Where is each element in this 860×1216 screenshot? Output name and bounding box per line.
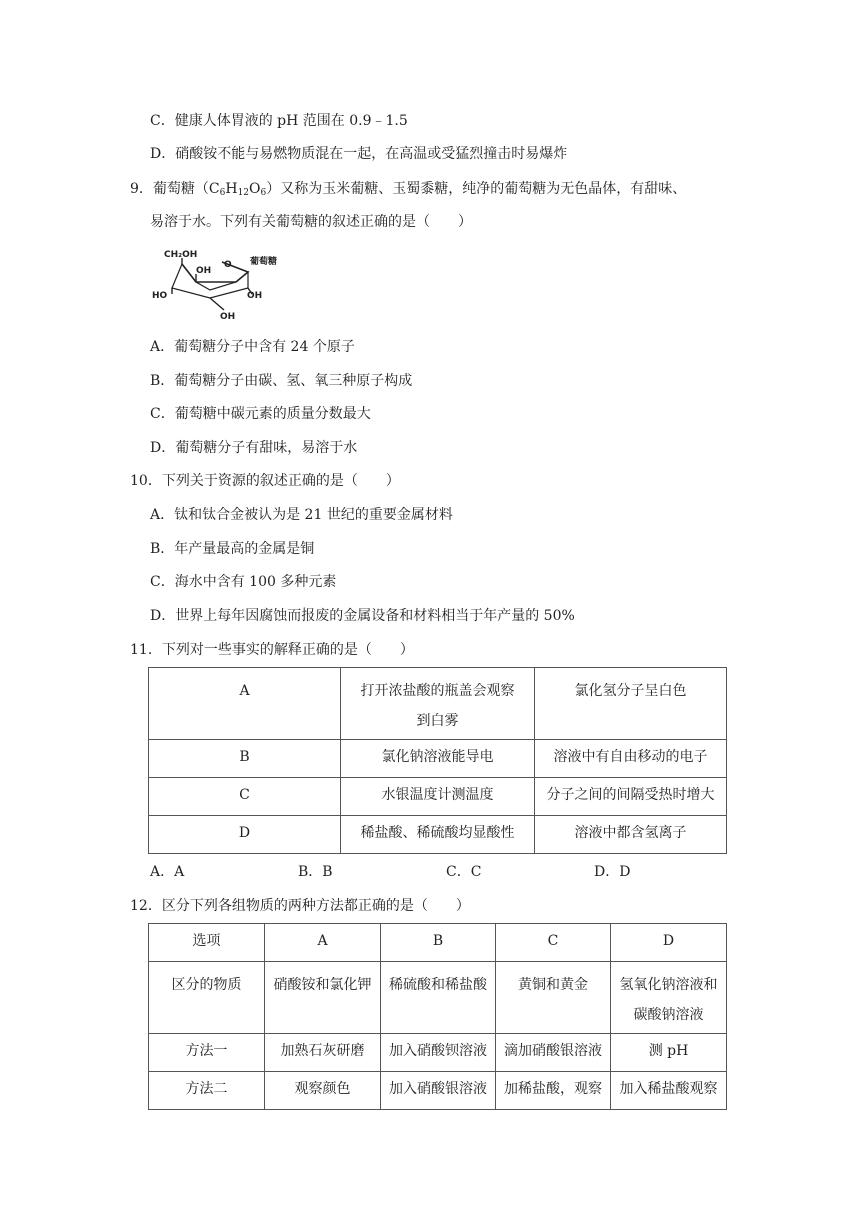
q9-sub-o: 6 [260, 188, 267, 198]
q11-row-d-label: D [149, 816, 341, 854]
q9-stem-post: ）又称为玉米葡糖、玉蜀黍糖，纯净的葡萄糖为无色晶体，有甜味、 [266, 181, 687, 197]
q11-row-a-explain: 氯化氢分子呈白色 [535, 668, 727, 740]
label-oh-right: OH [247, 291, 263, 301]
q12-header-a: A [265, 924, 381, 962]
table-row [149, 1034, 727, 1072]
q11-row-c-fact: 水银温度计测温度 [341, 778, 535, 816]
q12-substances-c: 黄铜和黄金 [496, 962, 611, 1034]
q12-method1-d: 测 pH [611, 1034, 727, 1072]
q9-stem-o: O [249, 181, 261, 197]
q9-stem-line2: 易溶于水。下列有关葡萄糖的叙述正确的是（ ） [150, 214, 472, 230]
table-row [149, 816, 727, 854]
q11-row-a-fact: 打开浓盐酸的瓶盖会观察到白雾 [341, 668, 535, 740]
q9-option-d: D．葡萄糖分子有甜味，易溶于水 [150, 440, 358, 456]
q12-header-option: 选项 [149, 924, 265, 962]
q12-method2-c: 加稀盐酸，观察 [496, 1072, 611, 1110]
q12-method1-b: 加入硝酸钡溶液 [381, 1034, 496, 1072]
q12-substances-label: 区分的物质 [149, 962, 265, 1034]
label-ho-left: HO [152, 291, 168, 301]
q12-header-b: B [381, 924, 496, 962]
q9-sub-h: 12 [237, 188, 250, 198]
q11-answer-a: A．A [150, 864, 185, 880]
q10-option-d: D．世界上每年因腐蚀而报废的金属设备和材料相当于年产量的 50% [150, 608, 575, 624]
q12-substances-b: 稀硫酸和稀盐酸 [381, 962, 496, 1034]
q11-row-c-label: C [149, 778, 341, 816]
q11-answer-options [150, 863, 694, 881]
q10-option-b: B．年产量最高的金属是铜 [150, 541, 315, 557]
q8-option-c: C．健康人体胃液的 pH 范围在 0.9﹣1.5 [150, 113, 408, 129]
q11-row-d-fact: 稀盐酸、稀硫酸均显酸性 [341, 816, 535, 854]
q9-option-a: A．葡萄糖分子中含有 24 个原子 [150, 339, 355, 355]
oh-bottom-bond [210, 298, 224, 310]
q12-method2-a: 观察颜色 [265, 1072, 381, 1110]
q11-row-b-label: B [149, 740, 341, 778]
label-oh-bottom: OH [220, 312, 236, 322]
q11-row-c-explain: 分子之间的间隔受热时增大 [535, 778, 727, 816]
q9-option-c: C．葡萄糖中碳元素的质量分数最大 [150, 406, 371, 422]
ring-top-bonds [182, 262, 248, 282]
table-row [149, 1072, 727, 1110]
q12-method2-d: 加入稀盐酸观察 [611, 1072, 727, 1110]
q9-stem-h: H [225, 181, 238, 197]
q10-option-c: C．海水中含有 100 多种元素 [150, 574, 337, 590]
q11-row-b-fact: 氯化钠溶液能导电 [341, 740, 535, 778]
q9-stem [130, 180, 686, 198]
q12-method2-label: 方法二 [149, 1072, 265, 1110]
q11-row-d-explain: 溶液中都含氢离子 [535, 816, 727, 854]
q11-stem: 11．下列对一些事实的解释正确的是（ ） [130, 642, 414, 658]
glucose-structure-figure [150, 246, 300, 326]
q11-row-a-label: A [149, 668, 341, 740]
q9-stem-pre: 9．葡萄糖（C [130, 181, 220, 197]
q12-stem: 12．区分下列各组物质的两种方法都正确的是（ ） [130, 898, 470, 914]
q10-option-a: A．钛和钛合金被认为是 21 世纪的重要金属材料 [150, 507, 453, 523]
q11-answer-c: C．C [446, 864, 482, 880]
table-row [149, 962, 727, 1034]
label-ring-o: O [224, 260, 232, 270]
table-row [149, 668, 727, 740]
q12-substances-d: 氢氧化钠溶液和碳酸钠溶液 [611, 962, 727, 1034]
q9-option-b: B．葡萄糖分子由碳、氢、氧三种原子构成 [150, 373, 413, 389]
q12-table [148, 923, 727, 1110]
q12-substances-a: 硝酸铵和氯化钾 [265, 962, 381, 1034]
q12-header-d: D [611, 924, 727, 962]
figure-title: 葡萄糖 [250, 257, 278, 267]
q12-method1-a: 加熟石灰研磨 [265, 1034, 381, 1072]
q8-option-d: D．硝酸铵不能与易燃物质混在一起，在高温或受猛烈撞击时易爆炸 [150, 146, 568, 162]
label-ch2oh: CH₂OH [164, 250, 198, 260]
q10-stem: 10．下列关于资源的叙述正确的是（ ） [130, 473, 400, 489]
q11-row-b-explain: 溶液中有自由移动的电子 [535, 740, 727, 778]
q12-method1-c: 滴加硝酸银溶液 [496, 1034, 611, 1072]
label-oh-top: OH [196, 266, 212, 276]
q11-answer-d: D．D [594, 864, 631, 880]
q11-table [148, 667, 727, 854]
q12-method1-label: 方法一 [149, 1034, 265, 1072]
q9-sub-c: 6 [219, 188, 226, 198]
q12-header-c: C [496, 924, 611, 962]
table-row [149, 740, 727, 778]
q12-method2-b: 加入硝酸银溶液 [381, 1072, 496, 1110]
q11-answer-b: B．B [298, 864, 333, 880]
table-row [149, 778, 727, 816]
table-row [149, 924, 727, 962]
